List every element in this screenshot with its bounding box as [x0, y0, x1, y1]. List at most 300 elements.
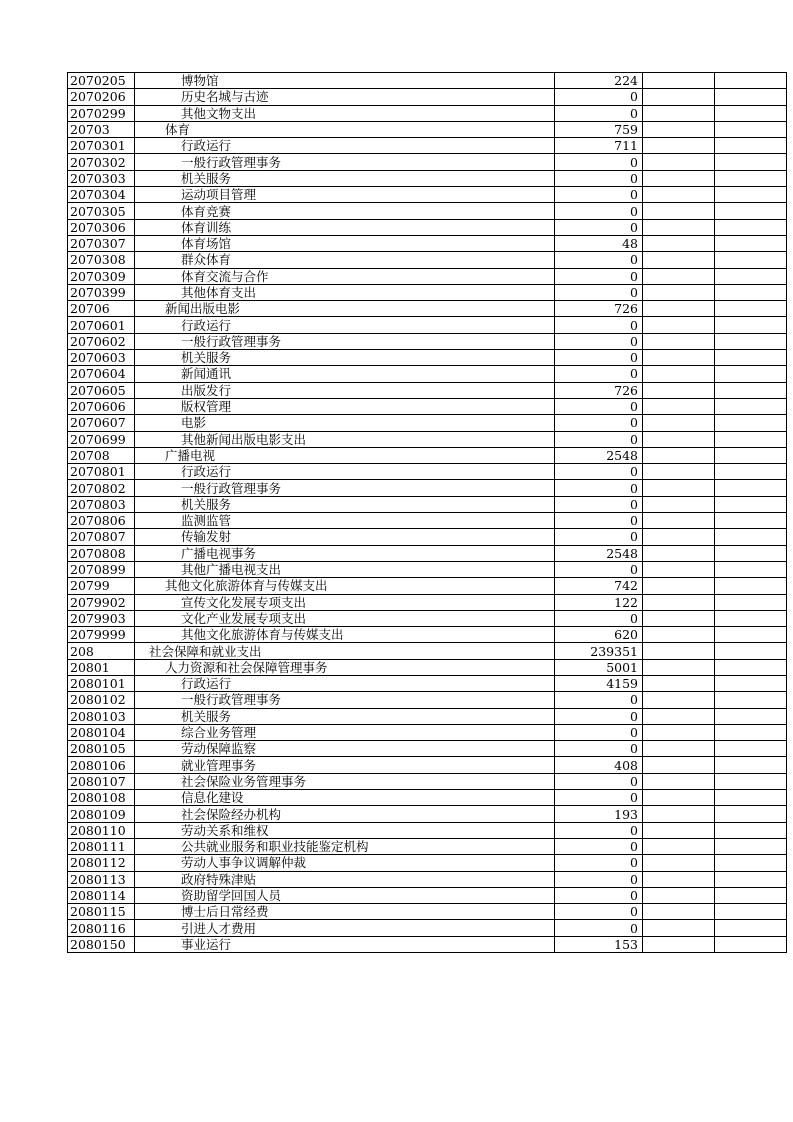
- empty-cell: [715, 513, 787, 529]
- empty-cell: [715, 627, 787, 643]
- table-row: [68, 447, 787, 463]
- subject-code-cell: 20703: [68, 121, 135, 137]
- subject-name-cell: 资助留学回国人员: [135, 887, 555, 903]
- table-row: [68, 480, 787, 496]
- empty-cell: [715, 170, 787, 186]
- amount-cell: 0: [555, 170, 643, 186]
- empty-cell: [715, 382, 787, 398]
- budget-table: [67, 72, 787, 953]
- amount-cell: 0: [555, 415, 643, 431]
- empty-cell: [715, 203, 787, 219]
- empty-cell: [643, 415, 715, 431]
- empty-cell: [643, 790, 715, 806]
- empty-cell: [643, 904, 715, 920]
- empty-cell: [643, 643, 715, 659]
- empty-cell: [643, 594, 715, 610]
- empty-cell: [643, 561, 715, 577]
- subject-code-cell: 2070605: [68, 382, 135, 398]
- subject-code-cell: 2080115: [68, 904, 135, 920]
- subject-code-cell: 2080106: [68, 757, 135, 773]
- empty-cell: [643, 317, 715, 333]
- table-row: [68, 561, 787, 577]
- subject-code-cell: 2070205: [68, 73, 135, 89]
- amount-cell: 153: [555, 936, 643, 952]
- subject-code-cell: 2070801: [68, 464, 135, 480]
- empty-cell: [643, 138, 715, 154]
- subject-name-cell: 体育场馆: [135, 235, 555, 251]
- empty-cell: [643, 121, 715, 137]
- subject-name-cell: 政府特殊津贴: [135, 871, 555, 887]
- empty-cell: [715, 105, 787, 121]
- table-row: [68, 268, 787, 284]
- empty-cell: [715, 350, 787, 366]
- empty-cell: [643, 447, 715, 463]
- table-row: [68, 431, 787, 447]
- subject-code-cell: 2070806: [68, 513, 135, 529]
- table-row: [68, 741, 787, 757]
- empty-cell: [643, 773, 715, 789]
- subject-code-cell: 2070802: [68, 480, 135, 496]
- empty-cell: [643, 431, 715, 447]
- subject-name-cell: 劳动人事争议调解仲裁: [135, 855, 555, 871]
- subject-name-cell: 行政运行: [135, 464, 555, 480]
- table-row: [68, 301, 787, 317]
- subject-code-cell: 2080116: [68, 920, 135, 936]
- subject-name-cell: 体育交流与合作: [135, 268, 555, 284]
- subject-code-cell: 2070807: [68, 529, 135, 545]
- subject-name-cell: 传输发射: [135, 529, 555, 545]
- empty-cell: [643, 464, 715, 480]
- subject-code-cell: 2070601: [68, 317, 135, 333]
- table-row: [68, 790, 787, 806]
- table-row: [68, 724, 787, 740]
- subject-name-cell: 其他新闻出版电影支出: [135, 431, 555, 447]
- subject-code-cell: 20708: [68, 447, 135, 463]
- subject-code-cell: 2070302: [68, 154, 135, 170]
- subject-code-cell: 2070306: [68, 219, 135, 235]
- empty-cell: [715, 936, 787, 952]
- amount-cell: 0: [555, 822, 643, 838]
- empty-cell: [715, 138, 787, 154]
- empty-cell: [715, 301, 787, 317]
- subject-code-cell: 208: [68, 643, 135, 659]
- subject-name-cell: 信息化建设: [135, 790, 555, 806]
- empty-cell: [643, 170, 715, 186]
- empty-cell: [643, 627, 715, 643]
- table-row: [68, 121, 787, 137]
- empty-cell: [643, 610, 715, 626]
- empty-cell: [643, 252, 715, 268]
- subject-code-cell: 2070604: [68, 366, 135, 382]
- table-row: [68, 806, 787, 822]
- table-row: [68, 252, 787, 268]
- table-row: [68, 187, 787, 203]
- empty-cell: [643, 73, 715, 89]
- subject-code-cell: 2070301: [68, 138, 135, 154]
- empty-cell: [643, 301, 715, 317]
- empty-cell: [715, 545, 787, 561]
- empty-cell: [715, 464, 787, 480]
- table-row: [68, 350, 787, 366]
- empty-cell: [715, 741, 787, 757]
- amount-cell: 0: [555, 610, 643, 626]
- amount-cell: 0: [555, 724, 643, 740]
- empty-cell: [715, 89, 787, 105]
- subject-name-cell: 体育: [135, 121, 555, 137]
- table-row: [68, 936, 787, 952]
- table-row: [68, 838, 787, 854]
- table-row: [68, 398, 787, 414]
- empty-cell: [715, 855, 787, 871]
- subject-name-cell: 社会保障和就业支出: [135, 643, 555, 659]
- subject-name-cell: 其他体育支出: [135, 284, 555, 300]
- subject-name-cell: 事业运行: [135, 936, 555, 952]
- subject-name-cell: 社会保险业务管理事务: [135, 773, 555, 789]
- empty-cell: [643, 659, 715, 675]
- amount-cell: 224: [555, 73, 643, 89]
- table-row: [68, 594, 787, 610]
- empty-cell: [643, 235, 715, 251]
- amount-cell: 0: [555, 692, 643, 708]
- empty-cell: [715, 73, 787, 89]
- empty-cell: [643, 757, 715, 773]
- subject-name-cell: 版权管理: [135, 398, 555, 414]
- empty-cell: [715, 920, 787, 936]
- amount-cell: 0: [555, 252, 643, 268]
- subject-code-cell: 2070602: [68, 333, 135, 349]
- empty-cell: [715, 724, 787, 740]
- empty-cell: [643, 675, 715, 691]
- subject-name-cell: 行政运行: [135, 138, 555, 154]
- subject-name-cell: 监测监管: [135, 513, 555, 529]
- subject-name-cell: 行政运行: [135, 317, 555, 333]
- empty-cell: [643, 398, 715, 414]
- amount-cell: 2548: [555, 447, 643, 463]
- amount-cell: 0: [555, 350, 643, 366]
- amount-cell: 0: [555, 203, 643, 219]
- empty-cell: [715, 366, 787, 382]
- subject-name-cell: 博物馆: [135, 73, 555, 89]
- empty-cell: [643, 268, 715, 284]
- amount-cell: 726: [555, 382, 643, 398]
- subject-name-cell: 就业管理事务: [135, 757, 555, 773]
- budget-table-body: [68, 73, 787, 953]
- amount-cell: 0: [555, 773, 643, 789]
- subject-code-cell: 2080107: [68, 773, 135, 789]
- empty-cell: [643, 480, 715, 496]
- table-row: [68, 871, 787, 887]
- subject-name-cell: 引进人才费用: [135, 920, 555, 936]
- subject-name-cell: 人力资源和社会保障管理事务: [135, 659, 555, 675]
- subject-code-cell: 2080110: [68, 822, 135, 838]
- empty-cell: [643, 105, 715, 121]
- empty-cell: [715, 806, 787, 822]
- amount-cell: 0: [555, 790, 643, 806]
- amount-cell: 0: [555, 708, 643, 724]
- empty-cell: [715, 187, 787, 203]
- subject-name-cell: 体育竞赛: [135, 203, 555, 219]
- empty-cell: [715, 610, 787, 626]
- empty-cell: [643, 855, 715, 871]
- amount-cell: 239351: [555, 643, 643, 659]
- subject-code-cell: 2070309: [68, 268, 135, 284]
- subject-code-cell: 2070399: [68, 284, 135, 300]
- table-row: [68, 708, 787, 724]
- empty-cell: [643, 529, 715, 545]
- amount-cell: 620: [555, 627, 643, 643]
- table-row: [68, 659, 787, 675]
- subject-code-cell: 2070803: [68, 496, 135, 512]
- empty-cell: [715, 643, 787, 659]
- empty-cell: [643, 284, 715, 300]
- table-row: [68, 627, 787, 643]
- empty-cell: [715, 529, 787, 545]
- subject-name-cell: 公共就业服务和职业技能鉴定机构: [135, 838, 555, 854]
- amount-cell: 0: [555, 333, 643, 349]
- amount-cell: 726: [555, 301, 643, 317]
- table-row: [68, 366, 787, 382]
- subject-name-cell: 广播电视: [135, 447, 555, 463]
- subject-code-cell: 20706: [68, 301, 135, 317]
- amount-cell: 0: [555, 838, 643, 854]
- subject-name-cell: 其他文化旅游体育与传媒支出: [135, 627, 555, 643]
- subject-name-cell: 新闻出版电影: [135, 301, 555, 317]
- subject-name-cell: 机关服务: [135, 496, 555, 512]
- subject-name-cell: 广播电视事务: [135, 545, 555, 561]
- empty-cell: [715, 284, 787, 300]
- table-row: [68, 773, 787, 789]
- subject-code-cell: 2070206: [68, 89, 135, 105]
- empty-cell: [715, 561, 787, 577]
- table-row: [68, 382, 787, 398]
- amount-cell: 759: [555, 121, 643, 137]
- amount-cell: 122: [555, 594, 643, 610]
- subject-code-cell: 2070304: [68, 187, 135, 203]
- subject-code-cell: 2080104: [68, 724, 135, 740]
- empty-cell: [715, 578, 787, 594]
- subject-code-cell: 2080108: [68, 790, 135, 806]
- table-row: [68, 138, 787, 154]
- subject-code-cell: 2080103: [68, 708, 135, 724]
- subject-code-cell: 2070303: [68, 170, 135, 186]
- table-row: [68, 692, 787, 708]
- empty-cell: [643, 806, 715, 822]
- amount-cell: 0: [555, 496, 643, 512]
- amount-cell: 0: [555, 871, 643, 887]
- table-row: [68, 855, 787, 871]
- subject-code-cell: 2070305: [68, 203, 135, 219]
- amount-cell: 0: [555, 105, 643, 121]
- subject-code-cell: 2079903: [68, 610, 135, 626]
- subject-code-cell: 2070603: [68, 350, 135, 366]
- subject-name-cell: 宣传文化发展专项支出: [135, 594, 555, 610]
- table-row: [68, 513, 787, 529]
- table-row: [68, 578, 787, 594]
- subject-name-cell: 机关服务: [135, 170, 555, 186]
- subject-code-cell: 2070607: [68, 415, 135, 431]
- subject-code-cell: 2070606: [68, 398, 135, 414]
- subject-name-cell: 出版发行: [135, 382, 555, 398]
- subject-name-cell: 博士后日常经费: [135, 904, 555, 920]
- empty-cell: [643, 187, 715, 203]
- subject-code-cell: 2080102: [68, 692, 135, 708]
- table-row: [68, 545, 787, 561]
- empty-cell: [715, 871, 787, 887]
- amount-cell: 0: [555, 317, 643, 333]
- subject-code-cell: 2080112: [68, 855, 135, 871]
- subject-code-cell: 2080105: [68, 741, 135, 757]
- empty-cell: [643, 219, 715, 235]
- amount-cell: 193: [555, 806, 643, 822]
- empty-cell: [643, 203, 715, 219]
- empty-cell: [715, 773, 787, 789]
- empty-cell: [715, 235, 787, 251]
- subject-name-cell: 其他文物支出: [135, 105, 555, 121]
- empty-cell: [643, 89, 715, 105]
- amount-cell: 0: [555, 89, 643, 105]
- empty-cell: [643, 724, 715, 740]
- amount-cell: 0: [555, 366, 643, 382]
- subject-code-cell: 2080150: [68, 936, 135, 952]
- empty-cell: [643, 545, 715, 561]
- table-row: [68, 317, 787, 333]
- subject-name-cell: 社会保险经办机构: [135, 806, 555, 822]
- empty-cell: [643, 936, 715, 952]
- empty-cell: [715, 496, 787, 512]
- subject-code-cell: 2080101: [68, 675, 135, 691]
- empty-cell: [715, 887, 787, 903]
- empty-cell: [715, 692, 787, 708]
- subject-name-cell: 一般行政管理事务: [135, 333, 555, 349]
- table-row: [68, 757, 787, 773]
- empty-cell: [715, 121, 787, 137]
- empty-cell: [715, 154, 787, 170]
- subject-name-cell: 机关服务: [135, 708, 555, 724]
- empty-cell: [643, 708, 715, 724]
- amount-cell: 0: [555, 154, 643, 170]
- amount-cell: 0: [555, 887, 643, 903]
- empty-cell: [715, 268, 787, 284]
- empty-cell: [643, 871, 715, 887]
- amount-cell: 0: [555, 187, 643, 203]
- table-row: [68, 464, 787, 480]
- table-row: [68, 219, 787, 235]
- empty-cell: [643, 692, 715, 708]
- subject-code-cell: 2070699: [68, 431, 135, 447]
- empty-cell: [643, 741, 715, 757]
- subject-code-cell: 2080113: [68, 871, 135, 887]
- table-row: [68, 170, 787, 186]
- subject-code-cell: 20799: [68, 578, 135, 594]
- amount-cell: 0: [555, 284, 643, 300]
- empty-cell: [643, 887, 715, 903]
- subject-code-cell: 2080114: [68, 887, 135, 903]
- amount-cell: 0: [555, 219, 643, 235]
- table-row: [68, 73, 787, 89]
- empty-cell: [715, 447, 787, 463]
- empty-cell: [643, 382, 715, 398]
- subject-code-cell: 2070899: [68, 561, 135, 577]
- table-row: [68, 284, 787, 300]
- table-row: [68, 154, 787, 170]
- empty-cell: [715, 333, 787, 349]
- subject-name-cell: 电影: [135, 415, 555, 431]
- amount-cell: 0: [555, 904, 643, 920]
- empty-cell: [643, 822, 715, 838]
- empty-cell: [643, 838, 715, 854]
- table-row: [68, 235, 787, 251]
- empty-cell: [643, 920, 715, 936]
- amount-cell: 0: [555, 268, 643, 284]
- table-row: [68, 675, 787, 691]
- amount-cell: 0: [555, 920, 643, 936]
- subject-code-cell: 2079902: [68, 594, 135, 610]
- empty-cell: [715, 480, 787, 496]
- empty-cell: [715, 659, 787, 675]
- subject-name-cell: 行政运行: [135, 675, 555, 691]
- amount-cell: 2548: [555, 545, 643, 561]
- table-row: [68, 610, 787, 626]
- empty-cell: [715, 708, 787, 724]
- empty-cell: [715, 415, 787, 431]
- amount-cell: 408: [555, 757, 643, 773]
- table-row: [68, 887, 787, 903]
- subject-code-cell: 20801: [68, 659, 135, 675]
- empty-cell: [715, 790, 787, 806]
- table-row: [68, 89, 787, 105]
- subject-name-cell: 一般行政管理事务: [135, 154, 555, 170]
- subject-code-cell: 2080109: [68, 806, 135, 822]
- subject-name-cell: 文化产业发展专项支出: [135, 610, 555, 626]
- amount-cell: 5001: [555, 659, 643, 675]
- table-row: [68, 203, 787, 219]
- empty-cell: [715, 431, 787, 447]
- empty-cell: [643, 578, 715, 594]
- subject-code-cell: 2080111: [68, 838, 135, 854]
- empty-cell: [715, 252, 787, 268]
- subject-name-cell: 劳动保障监察: [135, 741, 555, 757]
- empty-cell: [643, 350, 715, 366]
- amount-cell: 0: [555, 855, 643, 871]
- empty-cell: [643, 366, 715, 382]
- subject-code-cell: 2070299: [68, 105, 135, 121]
- amount-cell: 0: [555, 480, 643, 496]
- empty-cell: [715, 398, 787, 414]
- amount-cell: 48: [555, 235, 643, 251]
- empty-cell: [643, 496, 715, 512]
- amount-cell: 0: [555, 561, 643, 577]
- table-row: [68, 105, 787, 121]
- subject-name-cell: 其他广播电视支出: [135, 561, 555, 577]
- amount-cell: 0: [555, 529, 643, 545]
- empty-cell: [715, 904, 787, 920]
- subject-code-cell: 2070808: [68, 545, 135, 561]
- empty-cell: [715, 838, 787, 854]
- subject-name-cell: 其他文化旅游体育与传媒支出: [135, 578, 555, 594]
- table-row: [68, 822, 787, 838]
- empty-cell: [643, 154, 715, 170]
- table-row: [68, 529, 787, 545]
- empty-cell: [643, 513, 715, 529]
- empty-cell: [715, 317, 787, 333]
- empty-cell: [715, 219, 787, 235]
- subject-code-cell: 2079999: [68, 627, 135, 643]
- amount-cell: 0: [555, 741, 643, 757]
- subject-name-cell: 运动项目管理: [135, 187, 555, 203]
- table-row: [68, 333, 787, 349]
- subject-name-cell: 劳动关系和维权: [135, 822, 555, 838]
- subject-name-cell: 一般行政管理事务: [135, 692, 555, 708]
